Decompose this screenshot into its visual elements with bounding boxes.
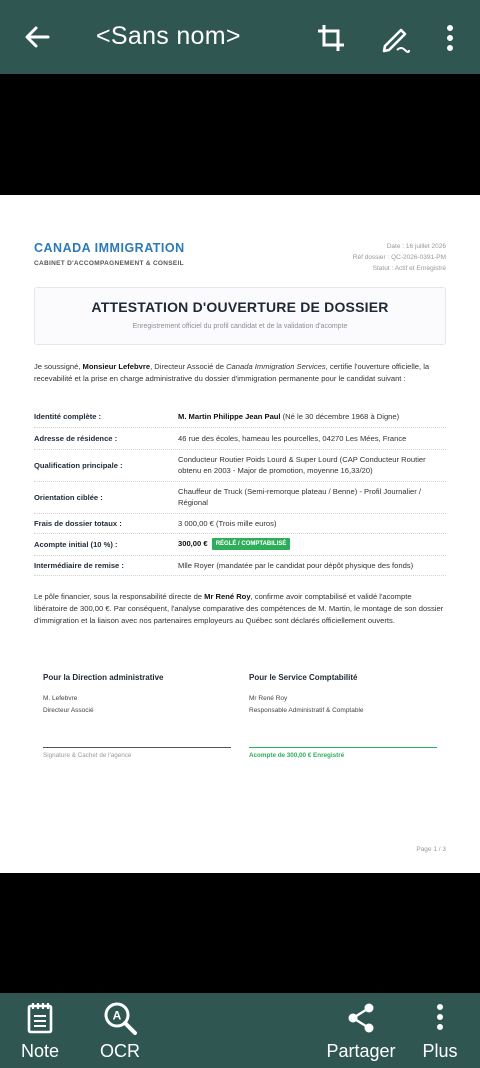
more-vert-icon[interactable] xyxy=(434,22,466,54)
signature-right-heading: Pour le Service Comptabilité xyxy=(249,673,358,682)
brand-name: CANADA IMMIGRATION xyxy=(34,241,185,255)
document-meta xyxy=(353,241,446,274)
crop-icon[interactable] xyxy=(315,22,347,54)
document-title[interactable]: <Sans nom> xyxy=(96,22,241,50)
svg-text:A: A xyxy=(112,1008,122,1023)
share-button[interactable] xyxy=(322,1001,400,1062)
signature-left-role: Directeur Associé xyxy=(43,707,94,714)
document-date: Date : 16 juillet 2026 xyxy=(386,243,446,250)
signature-left-caption: Signature & Cachet de l'agence xyxy=(43,752,132,759)
info-row-fees: Frais de dossier totaux : 3 000,00 € (Trois mille euros) xyxy=(34,514,446,534)
back-arrow-icon[interactable] xyxy=(22,22,52,52)
document-status: Statut : Actif et Enregistré xyxy=(372,265,446,272)
signature-left-name: M. Lefebvre xyxy=(43,695,78,702)
signature-right-name: Mr René Roy xyxy=(249,695,288,702)
viewer-background-top xyxy=(0,74,480,195)
more-button[interactable] xyxy=(418,1001,462,1062)
signature-right-line xyxy=(249,747,437,748)
brand-subtitle: CABINET D'ACCOMPAGNEMENT & CONSEIL xyxy=(34,260,184,267)
signature-right-caption: Acompte de 300,00 € Enregistré xyxy=(249,752,345,759)
signature-left-line xyxy=(43,747,231,748)
share-icon xyxy=(346,1001,376,1035)
info-row-qualification: Qualification principale : Conducteur Routier Poids Lourd & Super Lourd (CAP Conducteur Routier obtenu en 2003 - Major de promotion, moyenne 16,33/20) xyxy=(34,450,446,482)
signature-right-role: Responsable Administratif & Comptable xyxy=(249,707,364,714)
ocr-label: OCR xyxy=(100,1041,140,1061)
ocr-button[interactable] xyxy=(97,1001,143,1062)
document-page[interactable] xyxy=(0,195,480,873)
page-number: Page 1 / 3 xyxy=(416,846,446,853)
confirmation-paragraph: Le pôle financier, sous la responsabilité directe de Mr René Roy, confirme avoir comptabilisé et validé l'acompte libératoire de 300,00 €. Par conséquent, l'analyse comparative des compétences de M. Martin, le montage de son dossier d'immigration et la liaison avec nos partenaires employeurs au Québec sont déclarés officiellement ouverts. xyxy=(34,592,444,625)
info-row-address: Adresse de résidence : 46 rue des écoles, hameau les pourcelles, 04270 Les Mées, France xyxy=(34,428,446,450)
info-row-orientation: Orientation ciblée : Chauffeur de Truck (Semi-remorque plateau / Benne) - Profil Journalier / Régional xyxy=(34,482,446,514)
document-heading: ATTESTATION D'OUVERTURE DE DOSSIER xyxy=(91,299,389,315)
document-ref: Réf dossier : QC-2026-0391-PM xyxy=(352,254,446,261)
info-row-deposit: Acompte initial (10 %) : 300,00 € RÉGLÉ / COMPTABILISÉ xyxy=(34,534,446,556)
viewer-background-bottom xyxy=(0,873,480,993)
intro-paragraph: Je soussigné, Monsieur Lefebvre, Directeur Associé de Canada Immigration Services, certifie l'ouverture officielle, la recevabilité et la prise en charge administrative du dossier d'immigration permanente pour le candidat suivant : xyxy=(34,362,430,383)
ocr-magnifier-icon xyxy=(102,1001,138,1035)
title-banner xyxy=(34,287,446,345)
signature-left-heading: Pour la Direction administrative xyxy=(43,673,164,682)
top-app-bar xyxy=(0,0,480,74)
pen-icon[interactable] xyxy=(379,22,411,54)
info-row-identity: Identité complète : M. Martin Philippe Jean Paul (Né le 30 décembre 1968 à Digne) xyxy=(34,406,446,428)
bottom-toolbar xyxy=(0,993,480,1068)
share-label: Partager xyxy=(326,1041,396,1061)
more-label: Plus xyxy=(422,1041,458,1061)
paid-status-badge: RÉGLÉ / COMPTABILISÉ xyxy=(212,538,291,550)
info-row-intermediary: Intermédiaire de remise : Mlle Royer (mandatée par le candidat pour dépôt physique des fonds) xyxy=(34,556,446,576)
more-vert-icon xyxy=(430,1001,450,1035)
note-icon xyxy=(26,1001,54,1035)
note-label: Note xyxy=(20,1041,60,1061)
note-button[interactable] xyxy=(14,1001,66,1062)
document-subheading: Enregistrement officiel du profil candidat et de la validation d'acompte xyxy=(132,323,348,330)
